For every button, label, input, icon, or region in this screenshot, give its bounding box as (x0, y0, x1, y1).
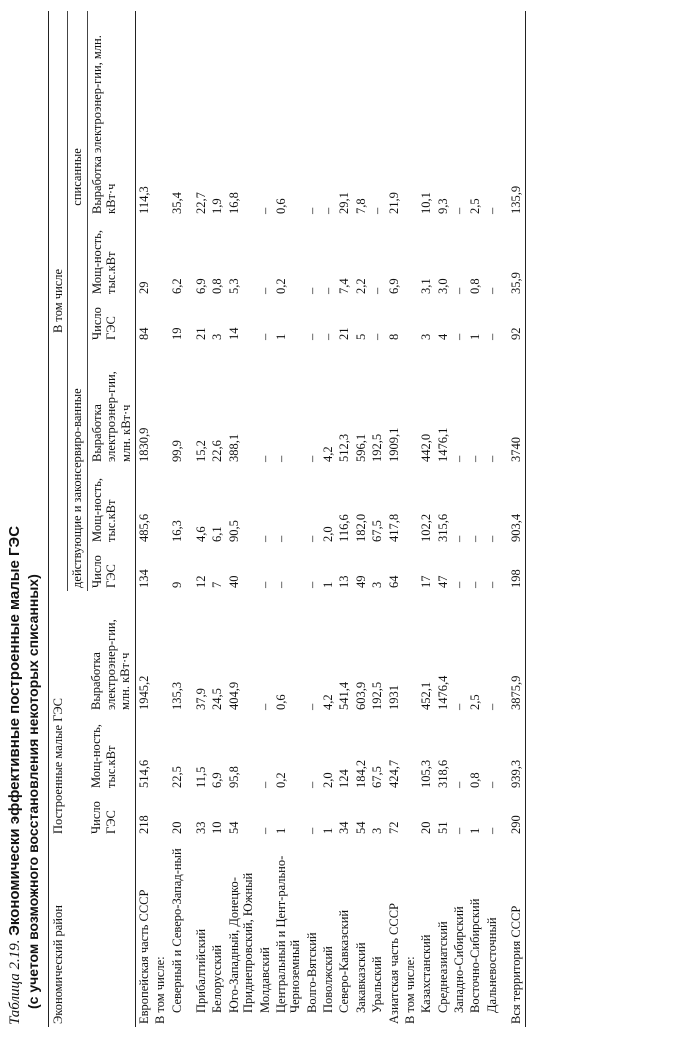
table-row (353, 11, 369, 1027)
cell-value: 1 (321, 581, 335, 588)
cell-value: 603,9 (353, 681, 368, 710)
cell-value: 16,3 (169, 520, 184, 542)
cell-value: – (321, 333, 335, 340)
cell-value: 290 (509, 815, 524, 834)
cell-value: 24,5 (210, 688, 225, 710)
region-name: Западно-Сибирский (452, 906, 466, 1013)
cell-value: – (452, 455, 466, 462)
cell-value: 2,2 (353, 278, 368, 294)
cell-value: – (304, 535, 319, 542)
cell-value (152, 545, 168, 591)
cell-value (152, 217, 168, 297)
header-output: Выработка электроэнер-гии, млн. кВт·ч (89, 371, 133, 462)
region-name: Белорусский (210, 944, 225, 1013)
cell-value: – (257, 703, 272, 710)
cell-value: 67,5 (370, 520, 385, 542)
cell-value: 67,5 (370, 766, 385, 788)
cell-value: 485,6 (136, 513, 151, 542)
cell-value: 184,2 (353, 759, 368, 788)
cell-value: 51 (435, 821, 450, 834)
table-row (386, 11, 402, 1027)
cell-value: 9 (169, 581, 184, 588)
cell-value: 0,6 (273, 198, 288, 214)
cell-value: 20 (419, 821, 434, 834)
cell-value: 5 (353, 333, 368, 340)
cell-value: 35,4 (169, 192, 184, 214)
cell-value: 1 (468, 827, 483, 834)
table-row (185, 11, 209, 1027)
region-name: В том числе: (402, 956, 417, 1024)
cell-value: 404,9 (226, 681, 241, 710)
region-name: Центральный и Цент-рально-Черноземный (273, 855, 303, 1013)
table-row (135, 11, 152, 1027)
cell-value: – (484, 535, 499, 542)
region-name: Среднеазиатский (435, 921, 450, 1013)
cell-value: – (257, 827, 272, 834)
table-row (209, 11, 225, 1027)
cell-value: 442,0 (419, 433, 434, 462)
cell-value: – (484, 455, 499, 462)
cell-value: 388,1 (226, 433, 241, 462)
cell-value: 22,5 (169, 766, 184, 788)
cell-value: 29 (136, 281, 151, 294)
cell-value: – (304, 455, 319, 462)
cell-value: 6,2 (169, 278, 184, 294)
cell-value: 13 (337, 575, 352, 588)
cell-value: 0,2 (273, 772, 288, 788)
cell-value: 12 (194, 575, 208, 588)
cell-value: 6,9 (386, 278, 401, 294)
cell-value (152, 465, 168, 545)
cell-value: – (257, 333, 272, 340)
cell-value (402, 297, 418, 343)
header-count: Число ГЭС (89, 801, 118, 834)
table-caption (6, 526, 24, 1025)
cell-value: 3 (370, 827, 385, 834)
cell-value: 3,0 (435, 278, 450, 294)
cell-value: 3,1 (419, 278, 434, 294)
cell-value: 1 (273, 333, 288, 340)
cell-value: – (452, 333, 466, 340)
cell-value: 1476,4 (435, 675, 450, 710)
table-title: Экономически эффективные построенные малые ГЭС (6, 525, 23, 936)
cell-value: 1931 (386, 685, 401, 710)
cell-value: 3 (370, 581, 385, 588)
cell-value: 2,5 (468, 198, 483, 214)
table-subtitle: (с учетом возможного восстановления некоторых списанных) (25, 574, 41, 1009)
cell-value (402, 11, 418, 217)
region-name: Азиатская часть СССР (386, 903, 401, 1024)
region-name: Уральский (370, 956, 385, 1013)
cell-value: 512,3 (337, 433, 352, 462)
cell-value: 0,8 (468, 772, 483, 788)
cell-value: 49 (353, 575, 368, 588)
table-number: Таблица 2.19. (7, 939, 23, 1025)
cell-value: – (370, 207, 385, 214)
header-count: Число ГЭС (89, 555, 119, 588)
cell-value: 2,5 (468, 694, 483, 710)
cell-value: 21,9 (386, 192, 401, 214)
region-name: Юго-Западный, Донецко-Приднепровский, Южный (226, 872, 256, 1013)
cell-value: – (468, 581, 483, 588)
cell-value: 134 (136, 569, 151, 588)
cell-value: 10 (210, 821, 225, 834)
cell-value: 6,1 (210, 526, 225, 542)
cell-value: 21 (337, 327, 352, 340)
cell-value: 2,0 (321, 772, 335, 788)
region-name: Северо-Кавказский (337, 909, 352, 1013)
cell-value: 54 (226, 821, 241, 834)
data-table (48, 11, 526, 1027)
cell-value: 3740 (509, 436, 524, 462)
table-row (451, 11, 467, 1027)
cell-value: – (257, 581, 272, 588)
cell-value: 3 (210, 333, 225, 340)
cell-value: 0,6 (273, 694, 288, 710)
header-incl: В том числе (49, 11, 68, 591)
cell-value: – (273, 581, 288, 588)
cell-value (152, 297, 168, 343)
cell-value: 7,8 (353, 198, 368, 214)
header-built: Построенные малые ГЭС (51, 697, 65, 834)
cell-value: 92 (509, 327, 524, 340)
cell-value: 1 (468, 333, 483, 340)
table-row (152, 11, 168, 1027)
table-row (273, 11, 304, 1027)
table-row (304, 11, 320, 1027)
cell-value: 14 (226, 327, 241, 340)
cell-value: 541,4 (337, 681, 352, 710)
cell-value: 22,6 (210, 440, 225, 462)
cell-value: 5,3 (226, 278, 241, 294)
region-name: Казахстанский (419, 934, 434, 1013)
cell-value: 2,0 (321, 526, 335, 542)
cell-value: 102,2 (419, 513, 434, 542)
region-name: Северный и Северо-Запад-ный (169, 848, 184, 1013)
cell-value: – (304, 827, 319, 834)
cell-value: 0,8 (210, 278, 225, 294)
table-row (402, 11, 418, 1027)
region-name: Закавказский (353, 942, 368, 1013)
cell-value: 3875,9 (509, 675, 524, 710)
cell-value: – (484, 781, 499, 788)
cell-value: – (257, 535, 272, 542)
header-region: Экономический район (51, 905, 65, 1024)
cell-value: 99,9 (169, 440, 184, 462)
cell-value: 4 (435, 333, 450, 340)
cell-value: – (452, 781, 466, 788)
cell-value: 452,1 (419, 681, 434, 710)
cell-value: – (321, 207, 335, 214)
cell-value (402, 465, 418, 545)
cell-value (152, 591, 168, 713)
table-row (369, 11, 385, 1027)
cell-value: 35,9 (509, 272, 524, 294)
cell-value: 4,2 (321, 446, 335, 462)
cell-value (402, 545, 418, 591)
cell-value: 192,5 (370, 433, 385, 462)
table-row (435, 11, 451, 1027)
header-count: Число ГЭС (89, 307, 119, 340)
cell-value (152, 791, 168, 837)
table-row (226, 11, 257, 1027)
region-name: Волго-Вятский (304, 932, 319, 1013)
cell-value: – (452, 535, 466, 542)
cell-value: 315,6 (435, 513, 450, 542)
cell-value (402, 713, 418, 791)
cell-value: 47 (435, 575, 450, 588)
cell-value: 218 (136, 815, 151, 834)
region-name: В том числе: (153, 956, 168, 1024)
cell-value: 1 (273, 827, 288, 834)
cell-value: 4,2 (321, 694, 335, 710)
cell-value: – (370, 333, 385, 340)
cell-value: – (321, 287, 335, 294)
table-row (484, 11, 500, 1027)
cell-value: 19 (169, 327, 184, 340)
cell-value (152, 343, 168, 465)
cell-value: 29,1 (337, 192, 352, 214)
cell-value: 10,1 (419, 192, 434, 214)
cell-value: – (257, 207, 272, 214)
cell-value: 1,9 (210, 198, 225, 214)
cell-value: 1 (321, 827, 335, 834)
cell-value: 54 (353, 821, 368, 834)
cell-value: – (304, 581, 319, 588)
cell-value: 21 (194, 327, 208, 340)
cell-value: – (452, 703, 466, 710)
cell-value: – (468, 535, 483, 542)
cell-value: – (304, 781, 319, 788)
cell-value: – (370, 287, 385, 294)
table-row (336, 11, 352, 1027)
cell-value: 34 (337, 821, 352, 834)
cell-value: 15,2 (194, 440, 208, 462)
cell-value: 198 (509, 569, 524, 588)
table-row (418, 11, 434, 1027)
cell-value: – (273, 535, 288, 542)
cell-value: 192,5 (370, 681, 385, 710)
header-output: Выработка электроэнер-гии, млн. кВт·ч (89, 619, 132, 710)
cell-value: 903,4 (509, 513, 524, 542)
cell-value (402, 591, 418, 713)
cell-value: 514,6 (136, 759, 151, 788)
cell-value: 22,7 (194, 192, 208, 214)
table-row (320, 11, 336, 1027)
cell-value: 417,8 (386, 513, 401, 542)
cell-value: 116,6 (337, 514, 352, 542)
header-power: Мощ-ность, тыс.кВт (89, 230, 119, 294)
cell-value: 3 (419, 333, 434, 340)
cell-value: – (304, 287, 319, 294)
cell-value: 40 (226, 575, 241, 588)
cell-value: – (484, 827, 499, 834)
cell-value: 105,3 (419, 759, 434, 788)
cell-value (402, 217, 418, 297)
cell-value: 37,9 (194, 688, 208, 710)
cell-value: 33 (194, 821, 208, 834)
cell-value (152, 713, 168, 791)
cell-value: 1476,1 (435, 427, 450, 462)
cell-value: 11,5 (194, 766, 208, 788)
region-name: Прибалтийский (194, 928, 208, 1013)
cell-value: 1909,1 (386, 427, 401, 462)
cell-value: – (257, 781, 272, 788)
cell-value: – (452, 581, 466, 588)
cell-value: – (484, 287, 499, 294)
cell-value: 95,8 (226, 766, 241, 788)
cell-value: 16,8 (226, 192, 241, 214)
cell-value: 20 (169, 821, 184, 834)
cell-value: 182,0 (353, 513, 368, 542)
header-power: Мощ-ность, тыс.кВт (89, 478, 119, 542)
cell-value: 0,8 (468, 278, 483, 294)
region-name: Дальневосточный (484, 917, 499, 1013)
cell-value: 135,3 (169, 681, 184, 710)
cell-value: – (273, 455, 288, 462)
cell-value: 6,9 (210, 772, 225, 788)
table-row (257, 11, 273, 1027)
cell-value: 9,3 (435, 198, 450, 214)
cell-value: 114,3 (136, 186, 151, 214)
table-row (467, 11, 483, 1027)
header-active: действующие и законсервиро-ванные (68, 343, 87, 591)
header-power: Мощ-ность, тыс.кВт (89, 724, 118, 788)
cell-value (402, 343, 418, 465)
cell-value: 424,7 (386, 759, 401, 788)
cell-value: – (304, 207, 319, 214)
cell-value: – (484, 333, 499, 340)
table-row (169, 11, 185, 1027)
cell-value: 135,9 (509, 185, 524, 214)
cell-value: 596,1 (353, 433, 368, 462)
cell-value: – (452, 827, 466, 834)
cell-value: – (484, 207, 499, 214)
cell-value: – (452, 207, 466, 214)
cell-value: 64 (386, 575, 401, 588)
region-name: Европейская часть СССР (136, 889, 151, 1024)
cell-value: 1830,9 (136, 427, 151, 462)
cell-value: 318,6 (435, 759, 450, 788)
cell-value: – (484, 581, 499, 588)
header-output: Выработка электроэнер-гии, млн. кВт·ч (89, 35, 119, 214)
cell-value: 72 (386, 821, 401, 834)
cell-value: 4,6 (194, 526, 208, 542)
cell-value: 8 (386, 333, 401, 340)
cell-value: 90,5 (226, 520, 241, 542)
cell-value: – (257, 455, 272, 462)
cell-value (402, 791, 418, 837)
region-name: Молдавский (257, 947, 272, 1013)
cell-value: – (468, 455, 483, 462)
cell-value: 84 (136, 327, 151, 340)
cell-value (152, 11, 168, 217)
cell-value: – (304, 333, 319, 340)
cell-value: 939,3 (509, 759, 524, 788)
cell-value: – (452, 287, 466, 294)
cell-value: 7,4 (337, 278, 352, 294)
header-written-off: списанные (68, 11, 87, 343)
cell-value: 6,9 (194, 278, 208, 294)
table-body (135, 11, 525, 1027)
cell-value: 0,2 (273, 278, 288, 294)
cell-value: 17 (419, 575, 434, 588)
cell-value: 7 (210, 581, 225, 588)
cell-value: 1945,2 (136, 675, 151, 710)
cell-value: – (484, 703, 499, 710)
cell-value: – (257, 287, 272, 294)
cell-value: 124 (337, 769, 352, 788)
region-name: Восточно-Сибирский (468, 898, 483, 1013)
table-row (500, 11, 525, 1027)
cell-value: – (304, 703, 319, 710)
region-name: Поволжский (321, 946, 335, 1013)
region-name: Вся территория СССР (509, 905, 524, 1024)
